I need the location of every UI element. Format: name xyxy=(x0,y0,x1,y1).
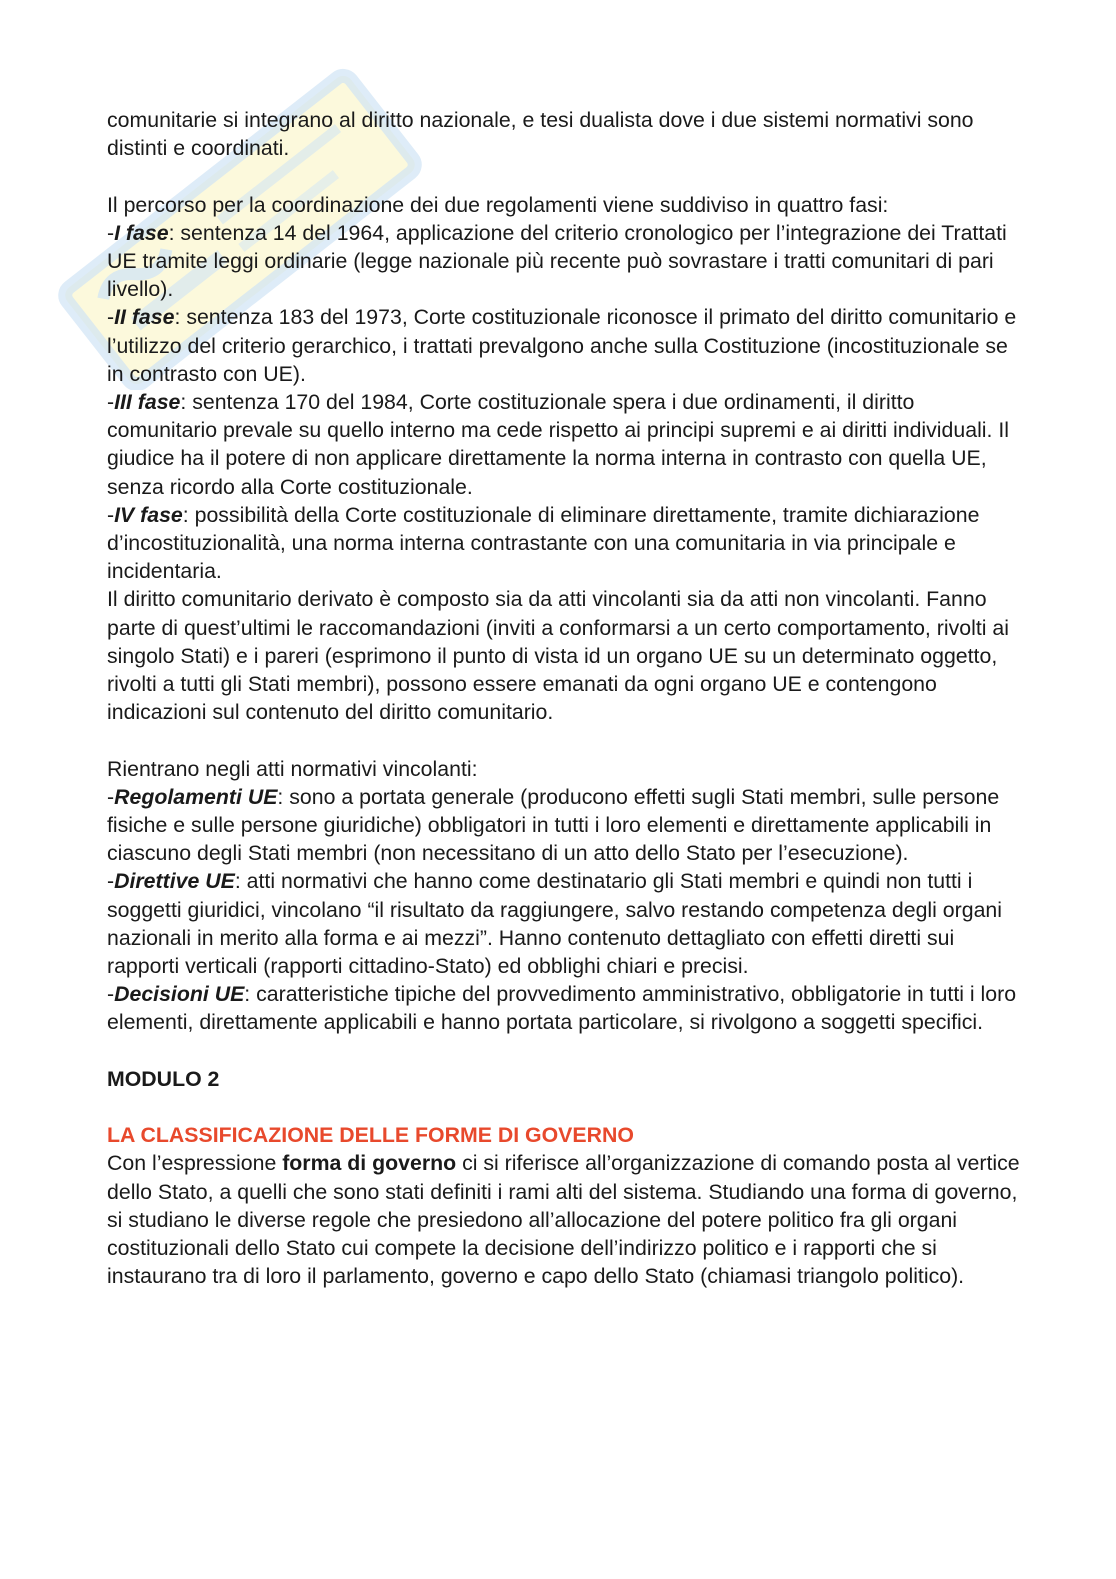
derived-law-paragraph: Il diritto comunitario derivato è composto sia da atti vincolanti sia da atti non vincolanti. Fanno parte di quest’ultimi le raccomandazioni (inviti a conformarsi a un certo comportamento, rivolti ai singolo Stati) e i pareri (esprimono il punto di vista id un organo UE su un determinato oggetto, rivolti a tutti gli Stati membri), possono essere emanati da ogni organo UE e contengono indicazioni sul contenuto del diritto comunitario. xyxy=(107,587,1009,725)
final-paragraph-before: Con l’espressione xyxy=(107,1151,283,1176)
binding-intro: Rientrano negli atti normativi vincolanti: xyxy=(107,756,478,781)
phase-item: -IV fase: possibilità della Corte costituzionale di eliminare direttamente, tramite dichiarazione d’incostituzionalità, una norma interna contrastante con una comunitaria in via principale e incidentaria. xyxy=(107,502,980,584)
forma-di-governo-term: forma di governo xyxy=(282,1151,457,1176)
phase-item: -III fase: sentenza 170 del 1984, Corte costituzionale spera i due ordinamenti, il diritto comunitario prevale su quello interno ma cede rispetto ai principi supremi e ai diritti individuali. Il giudice ha il potere di non applicare direttamente la norma interna in contrasto con quella UE, senza ricordo alla Corte costituzionale. xyxy=(107,390,1010,499)
binding-act-item: -Direttive UE: atti normativi che hanno come destinatario gli Stati membri e quindi non tutti i soggetti giuridici, vincolano “il risultato da raggiungere, salvo restando competenza degli organi nazionali in merito alla forma e ai mezzi”. Hanno contenuto dettagliato con effetti diretti sui rapporti verticali (rapporti cittadino-Stato) ed obblighi chiari e precisi. xyxy=(107,869,1002,979)
binding-act-text: : atti normativi che hanno come destinatario gli Stati membri e quindi non tutti i soggetti giuridici, vincolano “il risultato da raggiungere, salvo restando competenza degli organi nazionali in merito alla forma e ai mezzi”. Hanno contenuto dettagliato con effetti diretti sui rapporti verticali (rapporti cittadino-Stato) ed obblighi chiari e precisi. xyxy=(107,869,1002,979)
phase-text: : sentenza 170 del 1984, Corte costituzionale spera i due ordinamenti, il diritto comunitario prevale su quello interno ma cede rispetto ai principi supremi e ai diritti individuali. Il giudice ha il potere di non applicare direttamente la norma interna in contrasto con quella UE, senza ricordo alla Corte costituzionale. xyxy=(107,390,1010,499)
final-paragraph-after: ci si riferisce all’organizzazione di comando posta al vertice dello Stato, a quelli che sono stati definiti i rami alti del sistema. Studiando una forma di governo, si studiano le diverse regole che presiedono all’allocazione del potere politico fra gli organi costituzionali dello Stato cui compete la decisione dell’indirizzo politico e i rapporti che si instaurano tra di loro il parlamento, governo e capo dello Stato (chiamasi triangolo politico). xyxy=(107,1151,1020,1289)
binding-act-label: Decisioni UE xyxy=(114,982,245,1007)
phase-label: II fase xyxy=(114,305,175,330)
intro-paragraph: comunitarie si integrano al diritto nazionale, e tesi dualista dove i due sistemi normativi sono distinti e coordinati. xyxy=(107,108,974,161)
phase-text: : sentenza 14 del 1964, applicazione del criterio cronologico per l’integrazione dei Trattati UE tramite leggi ordinarie (legge nazionale più recente può sovrastare i tratti comunitari di pari livello). xyxy=(107,220,1007,302)
document-body xyxy=(107,106,1027,1290)
phase-label: IV fase xyxy=(114,502,183,527)
section-title: LA CLASSIFICAZIONE DELLE FORME DI GOVERNO xyxy=(107,1123,634,1148)
binding-act-item: -Regolamenti UE: sono a portata generale (producono effetti sugli Stati membri, sulle persone fisiche e sulle persone giuridiche) obbligatori in tutti i loro elementi e direttamente applicabili in ciascuno degli Stati membri (non necessitano di un atto dello Stato per l’esecuzione). xyxy=(107,784,1000,866)
phase-item: -II fase: sentenza 183 del 1973, Corte costituzionale riconosce il primato del diritto comunitario e l’utilizzo del criterio gerarchico, i trattati prevalgono anche sulla Costituzione (incostituzionale se in contrasto con UE). xyxy=(107,305,1017,386)
binding-act-label: Regolamenti UE xyxy=(114,784,278,809)
phase-item: -I fase: sentenza 14 del 1964, applicazione del criterio cronologico per l’integrazione dei Trattati UE tramite leggi ordinarie (legge nazionale più recente può sovrastare i tratti comunitari di pari livello). xyxy=(107,220,1007,302)
binding-act-text: : caratteristiche tipiche del provvedimento amministrativo, obbligatorie in tutti i loro elementi, direttamente applicabili e hanno portata particolare, si rivolgono a soggetti specifici. xyxy=(107,982,1017,1035)
phase-label: III fase xyxy=(114,390,181,415)
phases-intro: Il percorso per la coordinazione dei due regolamenti viene suddiviso in quattro fasi: xyxy=(107,192,889,217)
module-heading: MODULO 2 xyxy=(107,1066,220,1091)
binding-act-text: : sono a portata generale (producono effetti sugli Stati membri, sulle persone fisiche e sulle persone giuridiche) obbligatori in tutti i loro elementi e direttamente applicabili in ciascuno degli Stati membri (non necessitano di un atto dello Stato per l’esecuzione). xyxy=(107,784,1000,866)
phase-label: I fase xyxy=(114,220,169,245)
final-paragraph xyxy=(107,1149,1027,1290)
binding-act-item: -Decisioni UE: caratteristiche tipiche del provvedimento amministrativo, obbligatorie in tutti i loro elementi, direttamente applicabili e hanno portata particolare, si rivolgono a soggetti specifici. xyxy=(107,982,1017,1035)
binding-act-label: Direttive UE xyxy=(114,869,235,894)
phase-text: : sentenza 183 del 1973, Corte costituzionale riconosce il primato del diritto comunitario e l’utilizzo del criterio gerarchico, i trattati prevalgono anche sulla Costituzione (incostituzionale se in contrasto con UE). xyxy=(107,305,1017,386)
phase-text: : possibilità della Corte costituzionale di eliminare direttamente, tramite dichiarazione d’incostituzionalità, una norma interna contrastante con una comunitaria in via principale e incidentaria. xyxy=(107,502,980,584)
